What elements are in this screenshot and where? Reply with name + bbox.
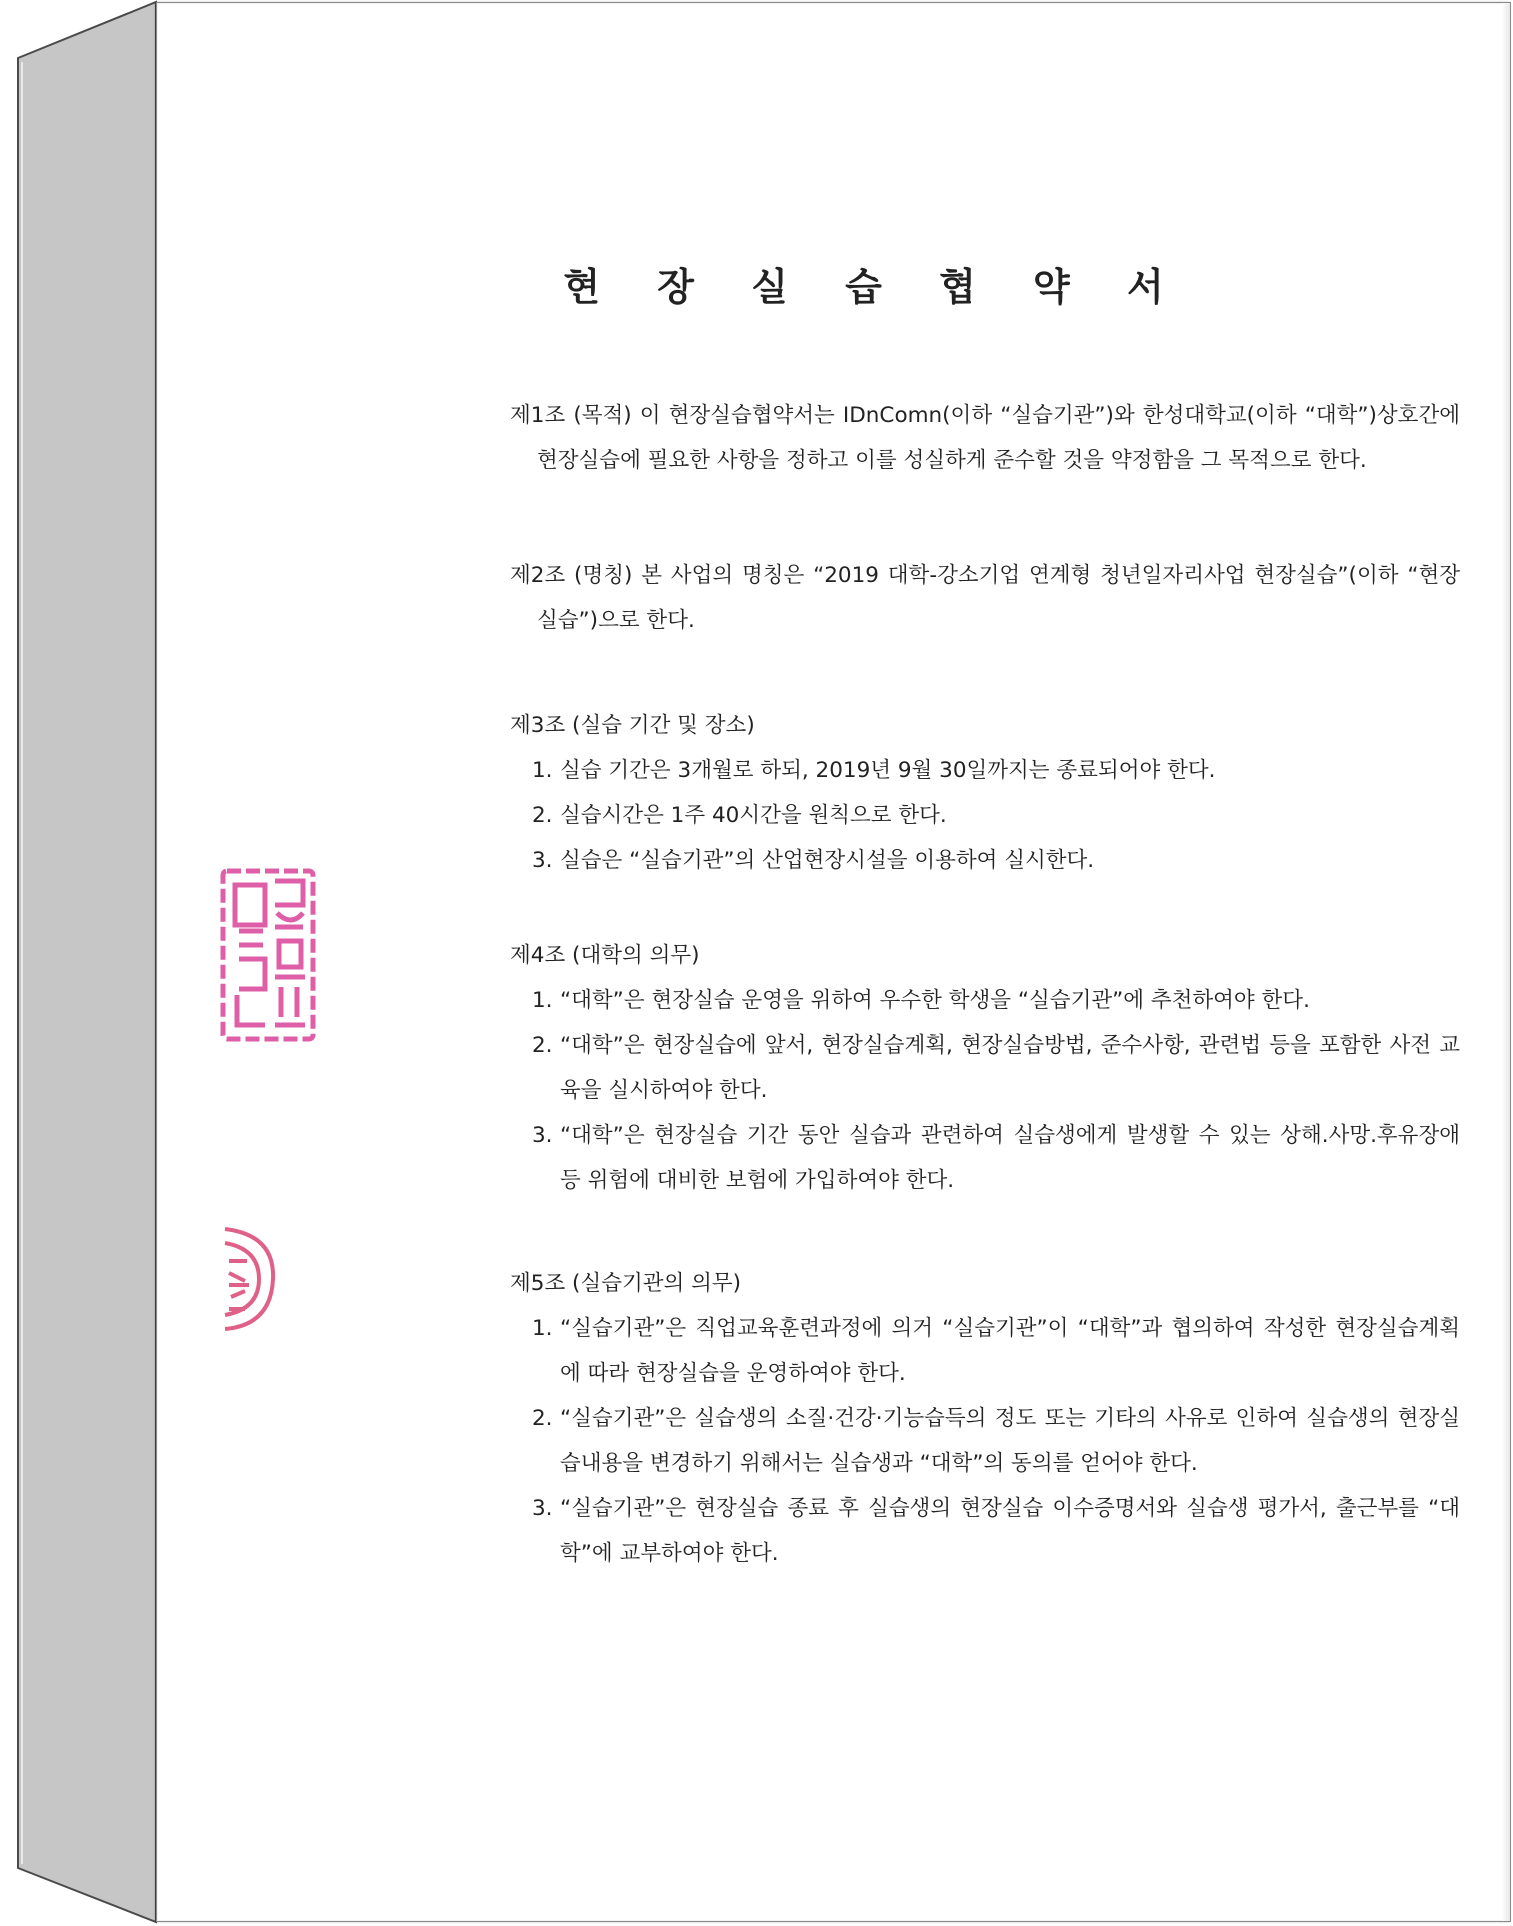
item-number: 2. [532, 1406, 553, 1431]
list-item [510, 793, 1460, 838]
item-text: “대학”은 현장실습 운영을 위하여 우수한 학생을 “실습기관”에 추천하여야 한다. [560, 988, 1310, 1013]
list-item [510, 748, 1460, 793]
article-2-text: 제2조 (명칭) 본 사업의 명칭은 “2019 대학-강소기업 연계형 청년일자리사업 현장실습”(이하 “현장실습”)으로 한다. [510, 563, 1460, 633]
item-number: 3. [532, 1496, 553, 1521]
item-number: 3. [532, 1123, 553, 1148]
item-text: 실습은 “실습기관”의 산업현장시설을 이용하여 실시한다. [560, 848, 1095, 873]
item-text: “실습기관”은 직업교육훈련과정에 의거 “실습기관”이 “대학”과 협의하여 작성한 현장실습계획에 따라 현장실습을 운영하여야 한다. [560, 1316, 1460, 1386]
list-item [510, 838, 1460, 883]
item-text: “대학”은 현장실습에 앞서, 현장실습계획, 현장실습방법, 준수사항, 관련법 등을 포함한 사전 교육을 실시하여야 한다. [560, 1033, 1460, 1103]
list-item [510, 1113, 1460, 1203]
seal-round-icon [217, 1221, 277, 1336]
article-3 [510, 703, 1460, 883]
item-number: 2. [532, 803, 553, 828]
article-4-heading: 제4조 (대학의 의무) [510, 943, 700, 968]
article-5-items [510, 1306, 1460, 1576]
article-1 [510, 393, 1460, 483]
item-number: 2. [532, 1033, 553, 1058]
item-text: “실습기관”은 실습생의 소질·건강·기능습득의 정도 또는 기타의 사유로 인하여 실습생의 현장실습내용을 변경하기 위해서는 실습생과 “대학”의 동의를 얻어야 한다. [560, 1406, 1460, 1476]
document-title: 현 장 실 습 협 약 서 [563, 265, 1186, 309]
item-number: 1. [532, 1316, 553, 1341]
article-3-items [510, 748, 1460, 883]
article-3-heading: 제3조 (실습 기간 및 장소) [510, 713, 755, 738]
article-4 [510, 933, 1460, 1203]
list-item [510, 978, 1460, 1023]
book-side-edge [0, 0, 160, 1926]
list-item [510, 1396, 1460, 1486]
article-5 [510, 1261, 1460, 1576]
article-5-heading: 제5조 (실습기관의 의무) [510, 1271, 742, 1296]
item-text: 실습 기간은 3개월로 하되, 2019년 9월 30일까지는 종료되어야 한다. [560, 758, 1216, 783]
list-item [510, 1306, 1460, 1396]
article-4-items [510, 978, 1460, 1203]
item-text: 실습시간은 1주 40시간을 원칙으로 한다. [560, 803, 947, 828]
seal-square-icon [217, 865, 322, 1045]
article-2 [510, 553, 1460, 643]
item-text: “대학”은 현장실습 기간 동안 실습과 관련하여 실습생에게 발생할 수 있는 상해.사망.후유장애 등 위험에 대비한 보험에 가입하여야 한다. [560, 1123, 1460, 1193]
item-number: 1. [532, 988, 553, 1013]
list-item [510, 1486, 1460, 1576]
list-item [510, 1023, 1460, 1113]
item-number: 1. [532, 758, 553, 783]
article-1-text: 제1조 (목적) 이 현장실습협약서는 IDnComn(이하 “실습기관”)와 한성대학교(이하 “대학”)상호간에 현장실습에 필요한 사항을 정하고 이를 성실하게 준수할 것을 약정함을 그 목적으로 한다. [510, 403, 1460, 473]
item-text: “실습기관”은 현장실습 종료 후 실습생의 현장실습 이수증명서와 실습생 평가서, 출근부를 “대학”에 교부하여야 한다. [560, 1496, 1460, 1566]
document-body [510, 393, 1460, 1576]
item-number: 3. [532, 848, 553, 873]
document-page [156, 2, 1511, 1922]
